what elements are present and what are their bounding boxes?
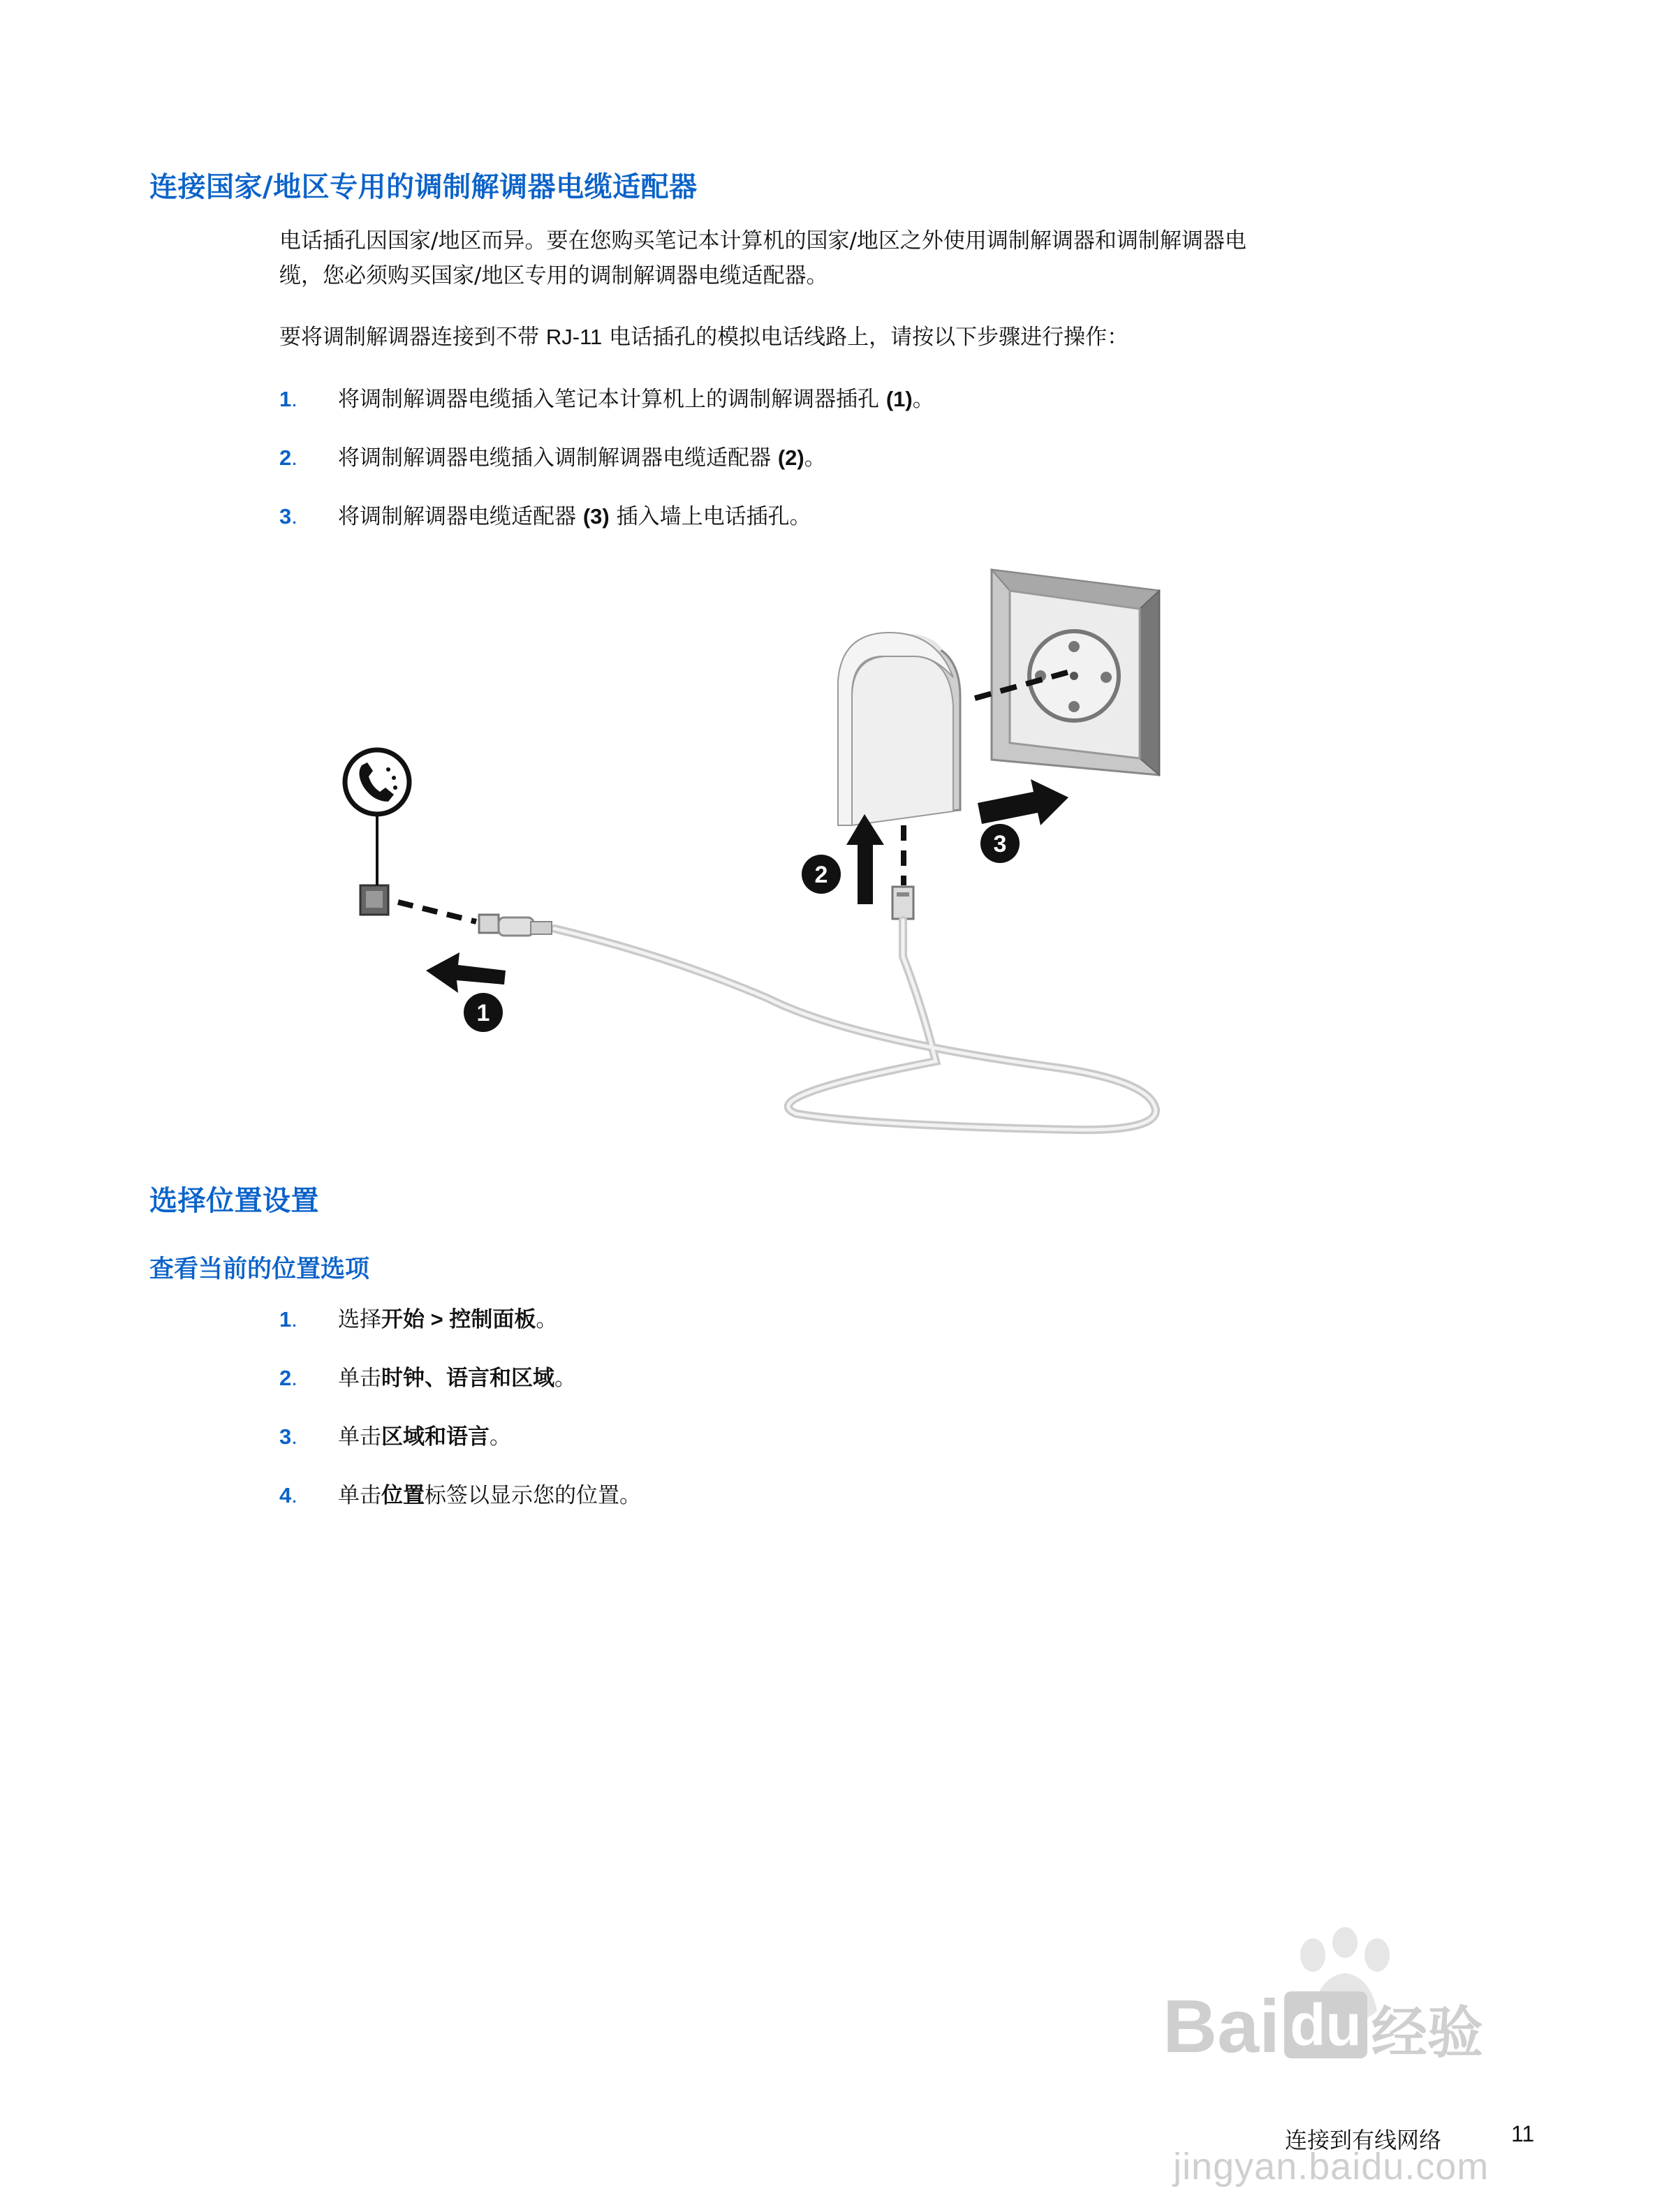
location-step-4: 4. 单击位置标签以显示您的位置。	[279, 1480, 641, 1511]
step-number: 1.	[279, 1307, 297, 1332]
callout-ref: (2)	[777, 445, 804, 470]
watermark-url: jingyan.baidu.com	[1173, 2146, 1490, 2188]
svg-text:2: 2	[814, 862, 828, 888]
callout-ref: (3)	[582, 504, 610, 529]
section-heading-location: 选择位置设置	[149, 1185, 319, 1217]
intro-paragraph	[279, 223, 1246, 293]
menu-region-language: 区域和语言	[381, 1424, 490, 1450]
watermark-logo: Bai du 经验	[1163, 1984, 1483, 2068]
step-number: 2.	[279, 1366, 297, 1390]
location-step-2: 2. 单击时钟、语言和区域。	[279, 1363, 576, 1394]
step-2: 2. 将调制解调器电缆插入调制解调器电缆适配器 (2)。	[279, 443, 826, 473]
callout-3	[980, 824, 1020, 863]
step-1: 1. 将调制解调器电缆插入笔记本计算机上的调制解调器插孔 (1)。	[279, 384, 934, 415]
callout-2	[802, 855, 841, 894]
page-number: 11	[1511, 2121, 1535, 2146]
menu-control-panel: 控制面板	[449, 1307, 536, 1332]
tab-location: 位置	[381, 1483, 425, 1508]
callout-ref: (1)	[885, 387, 913, 411]
step-number: 3.	[279, 504, 297, 529]
step-number: 3.	[279, 1424, 297, 1449]
step-3: 3. 将调制解调器电缆适配器 (3) 插入墙上电话插孔。	[279, 501, 811, 532]
subheading-view-location: 查看当前的位置选项	[149, 1255, 370, 1283]
phone-icon	[345, 750, 409, 814]
step-number: 4.	[279, 1483, 297, 1507]
instructions-pre: 要将调制解调器连接到不带	[279, 325, 546, 350]
section-heading-modem-adapter: 连接国家/地区专用的调制解调器电缆适配器	[149, 171, 698, 203]
callout-1	[464, 993, 503, 1032]
step-number: 1.	[279, 387, 297, 411]
intro-line-2: 缆，您必须购买国家/地区专用的调制解调器电缆适配器。	[279, 263, 828, 288]
rj11-label: RJ-11	[545, 325, 603, 349]
location-step-1: 1. 选择开始 > 控制面板。	[279, 1304, 557, 1335]
connect-instructions	[279, 320, 1128, 355]
svg-text:3: 3	[993, 831, 1007, 857]
svg-text:1: 1	[476, 1000, 490, 1026]
step-number: 2.	[279, 445, 297, 470]
footer-section-title: 连接到有线网络	[1285, 2127, 1442, 2153]
cable-adapter	[838, 633, 960, 825]
wall-jack	[992, 570, 1159, 775]
menu-start: 开始	[381, 1307, 425, 1332]
modem-adapter-illustration	[321, 552, 1173, 1152]
location-step-3: 3. 单击区域和语言。	[279, 1422, 511, 1452]
instructions-post: 电话插孔的模拟电话线路上，请按以下步骤进行操作：	[602, 325, 1129, 350]
menu-clock-language-region: 时钟、语言和区域	[381, 1366, 554, 1391]
intro-line-1: 电话插孔因国家/地区而异。要在您购买笔记本计算机的国家/地区之外使用调制解调器和调制解调器电	[279, 228, 1246, 253]
